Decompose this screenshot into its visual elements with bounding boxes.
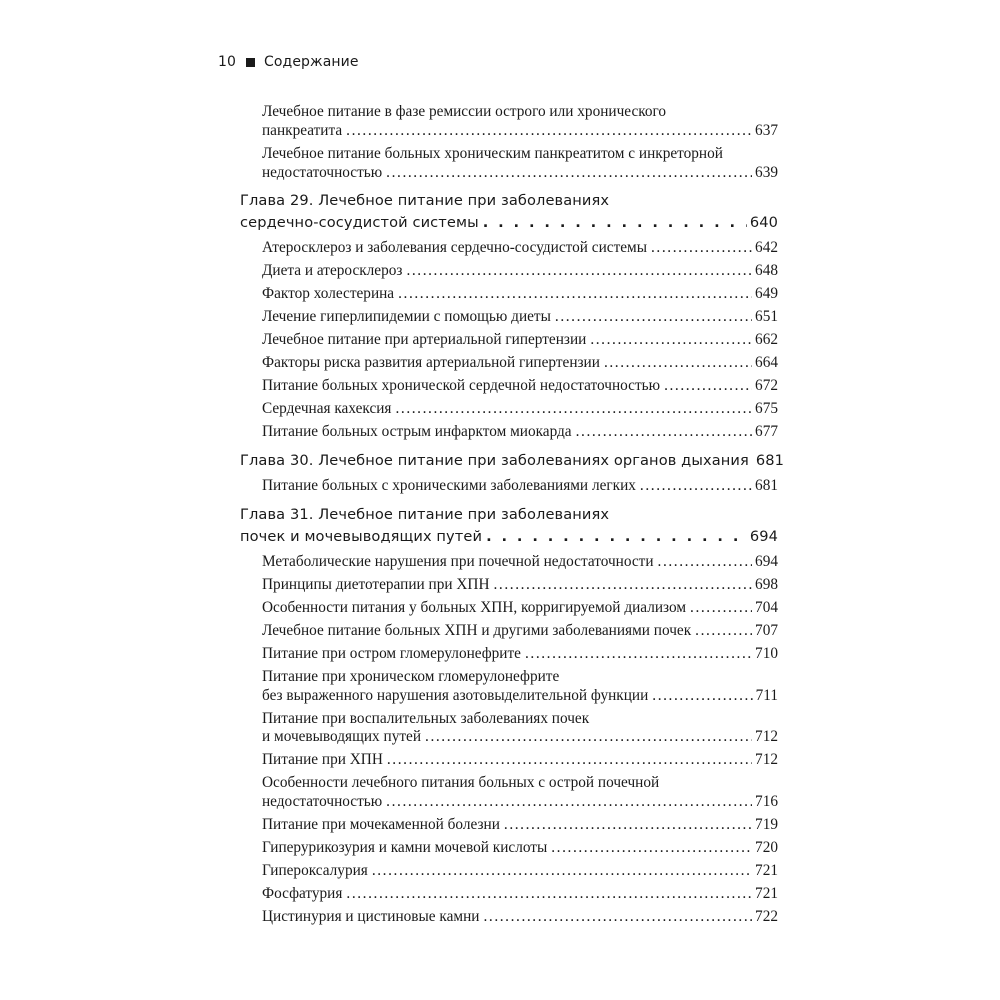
toc-title-line [262, 122, 778, 141]
toc-title-text: Диета и атеросклероз [262, 262, 403, 280]
toc-title-text: Питание при ХПН [262, 751, 383, 769]
toc-title-text: недостаточностью [262, 793, 383, 811]
toc-entry[interactable] [240, 839, 778, 858]
toc-page-number: 681 [755, 477, 778, 495]
toc-page-number: 712 [755, 728, 778, 746]
toc-title-text: Питание больных хронической сердечной недостаточностью [262, 377, 661, 395]
toc-page-number: 651 [755, 308, 778, 326]
dot-leader [386, 164, 752, 183]
toc-page-number: 675 [755, 400, 778, 418]
dot-leader [346, 122, 752, 141]
dot-leader [640, 477, 752, 496]
toc-title-line: Лечебное питание больных хроническим панкреатитом с инкреторной [262, 144, 723, 162]
toc-page-number: 721 [755, 862, 778, 880]
dot-leader [494, 576, 753, 595]
toc-page-number: 672 [755, 377, 778, 395]
toc-entry[interactable] [240, 862, 778, 881]
dot-leader [555, 308, 752, 327]
dot-leader [651, 239, 752, 258]
toc-page-number: 640 [749, 214, 778, 232]
toc-title-text: недостаточностью [262, 163, 383, 181]
toc-title-text: Глава 30. Лечебное питание при заболеваниях органов дыхания [240, 452, 749, 470]
toc-title-line [240, 450, 785, 472]
toc-title-line: Особенности лечебного питания больных с острой почечной [262, 774, 660, 792]
toc-title-line [262, 728, 778, 747]
toc-title-line: Глава 31. Лечебное питание при заболеваниях [240, 505, 610, 523]
toc-page-number: 662 [755, 331, 778, 349]
toc-entry[interactable] [240, 308, 778, 327]
toc-page-number: 681 [755, 452, 785, 470]
toc-entry[interactable] [240, 423, 778, 442]
toc-entry[interactable] [240, 622, 778, 641]
toc-page-number: 637 [755, 121, 778, 139]
toc-entry[interactable] [240, 331, 778, 350]
dot-leader [425, 728, 752, 747]
toc-title-text: без выраженного нарушения азотовыделительной функции [262, 686, 649, 704]
toc-title-text: Гипероксалурия [262, 862, 368, 880]
dot-leader [604, 354, 752, 373]
toc-page-number: 639 [755, 163, 778, 181]
toc-entry[interactable] [240, 103, 778, 141]
toc-title-text: Лечение гиперлипидемии с помощью диеты [262, 308, 551, 326]
toc-entry[interactable] [240, 774, 778, 812]
toc-title-line [262, 793, 778, 812]
toc-entry[interactable] [240, 553, 778, 572]
toc-title-line [262, 164, 778, 183]
toc-title-text: Фактор холестерина [262, 285, 395, 303]
toc-page-number: 677 [755, 423, 778, 441]
toc-title-text: сердечно-сосудистой системы [240, 214, 479, 232]
toc-title-line [262, 423, 778, 442]
toc-title-line [262, 400, 778, 419]
toc-title-text: Принципы диетотерапии при ХПН [262, 575, 490, 593]
dot-leader [398, 285, 752, 304]
toc-title-line [262, 285, 778, 304]
toc-title-line [262, 477, 778, 496]
toc-title-text: Питание при остром гломерулонефрите [262, 644, 521, 662]
toc-title-line [262, 622, 778, 641]
toc-title-line [262, 377, 778, 396]
dot-leader [695, 622, 752, 641]
toc-title-line [262, 262, 778, 281]
toc-page-number: 664 [755, 354, 778, 372]
toc-title-text: Атеросклероз и заболевания сердечно-сосудистой системы [262, 239, 647, 257]
dot-leader [406, 262, 752, 281]
toc-title-line [262, 239, 778, 258]
toc-title-line [262, 908, 778, 927]
dot-leader [372, 862, 752, 881]
toc-page-number: 721 [755, 885, 778, 903]
toc-entry[interactable] [240, 816, 778, 835]
dot-leader [483, 212, 747, 234]
dot-leader [652, 687, 752, 706]
toc-entry[interactable] [240, 885, 778, 904]
toc-page-number: 694 [755, 552, 778, 570]
toc-title-text: Цистинурия и цистиновые камни [262, 908, 480, 926]
toc-title-text: Сердечная кахексия [262, 400, 392, 418]
running-head [218, 52, 359, 72]
toc-title-line [262, 645, 778, 664]
toc-title-line [262, 885, 778, 904]
toc-title-text: почек и мочевыводящих путей [240, 527, 483, 545]
toc-page-number: 698 [755, 575, 778, 593]
toc-entry[interactable] [240, 477, 778, 496]
toc-title-line: Питание при хроническом гломерулонефрите [262, 667, 560, 685]
toc-title-line [262, 576, 778, 595]
toc-title-text: Питание больных острым инфарктом миокарда [262, 423, 572, 441]
toc-page-number: 722 [755, 908, 778, 926]
toc-title-text: Питание больных с хроническими заболеваниями легких [262, 477, 636, 495]
dot-leader [525, 645, 752, 664]
toc-title-line [262, 599, 778, 618]
toc-title-line [240, 212, 778, 234]
toc-chapter[interactable] [240, 504, 778, 548]
toc-entry[interactable] [240, 400, 778, 419]
toc-title-text: и мочевыводящих путей [262, 728, 422, 746]
dot-leader [387, 751, 752, 770]
toc-title-line [262, 553, 778, 572]
toc-entry[interactable] [240, 908, 778, 927]
toc-entry[interactable] [240, 239, 778, 258]
toc-entry[interactable] [240, 377, 778, 396]
toc-entry[interactable] [240, 354, 778, 373]
toc-title-text: Метаболические нарушения при почечной недостаточности [262, 552, 654, 570]
dot-leader [576, 423, 752, 442]
page-number: 10 [218, 54, 237, 70]
toc-title-text: Лечебное питание при артериальной гипертензии [262, 331, 587, 349]
toc-entry[interactable] [240, 751, 778, 770]
toc-title-text: Особенности питания у больных ХПН, корригируемой диализом [262, 598, 687, 616]
dot-leader [590, 331, 752, 350]
toc-page-number: 707 [755, 621, 778, 639]
toc-page-number: 648 [755, 262, 778, 280]
dot-leader [658, 553, 753, 572]
toc-title-line [262, 687, 778, 706]
dot-leader [395, 400, 752, 419]
toc-title-line [262, 862, 778, 881]
toc-entry[interactable] [240, 710, 778, 748]
toc-page-number: 720 [755, 839, 778, 857]
toc-title-line [262, 839, 778, 858]
toc-title-text: Гиперурикозурия и камни мочевой кислоты [262, 839, 548, 857]
toc-entry[interactable] [240, 668, 778, 706]
dot-leader [486, 526, 747, 548]
toc-chapter[interactable] [240, 450, 785, 472]
toc-title-text: Лечебное питание больных ХПН и другими заболеваниями почек [262, 621, 692, 639]
toc-entry[interactable] [240, 576, 778, 595]
running-head-title: Содержание [264, 54, 359, 70]
toc-entry[interactable] [240, 262, 778, 281]
square-bullet-icon [246, 58, 255, 67]
dot-leader [504, 816, 752, 835]
toc-entry[interactable] [240, 285, 778, 304]
toc-entry[interactable] [240, 145, 778, 183]
toc-title-text: Фосфатурия [262, 885, 343, 903]
dot-leader [346, 885, 752, 904]
toc-title-line [240, 526, 778, 548]
toc-page-number: 642 [755, 239, 778, 257]
toc-chapter[interactable] [240, 190, 778, 234]
toc-entry[interactable] [240, 599, 778, 618]
toc-page-number: 711 [755, 686, 778, 704]
dot-leader [386, 793, 752, 812]
dot-leader [664, 377, 752, 396]
toc-title-line: Глава 29. Лечебное питание при заболеваниях [240, 192, 610, 210]
dot-leader [690, 599, 752, 618]
table-of-contents [240, 103, 785, 931]
toc-page-number: 704 [755, 598, 778, 616]
toc-title-text: Факторы риска развития артериальной гипертензии [262, 354, 600, 372]
toc-title-line: Питание при воспалительных заболеваниях почек [262, 709, 590, 727]
toc-page-number: 719 [755, 816, 778, 834]
toc-title-line [262, 354, 778, 373]
toc-page-number: 712 [755, 751, 778, 769]
toc-title-line: Лечебное питание в фазе ремиссии острого или хронического [262, 103, 667, 120]
toc-title-text: панкреатита [262, 121, 343, 139]
toc-title-line [262, 751, 778, 770]
toc-page-number: 716 [755, 793, 778, 811]
toc-entry[interactable] [240, 645, 778, 664]
toc-page-number: 694 [749, 527, 778, 545]
toc-page-number: 649 [755, 285, 778, 303]
toc-title-line [262, 331, 778, 350]
toc-page-number: 710 [755, 644, 778, 662]
toc-title-line [262, 308, 778, 327]
toc-title-line [262, 816, 778, 835]
dot-leader [483, 908, 752, 927]
dot-leader [551, 839, 752, 858]
toc-title-text: Питание при мочекаменной болезни [262, 816, 500, 834]
